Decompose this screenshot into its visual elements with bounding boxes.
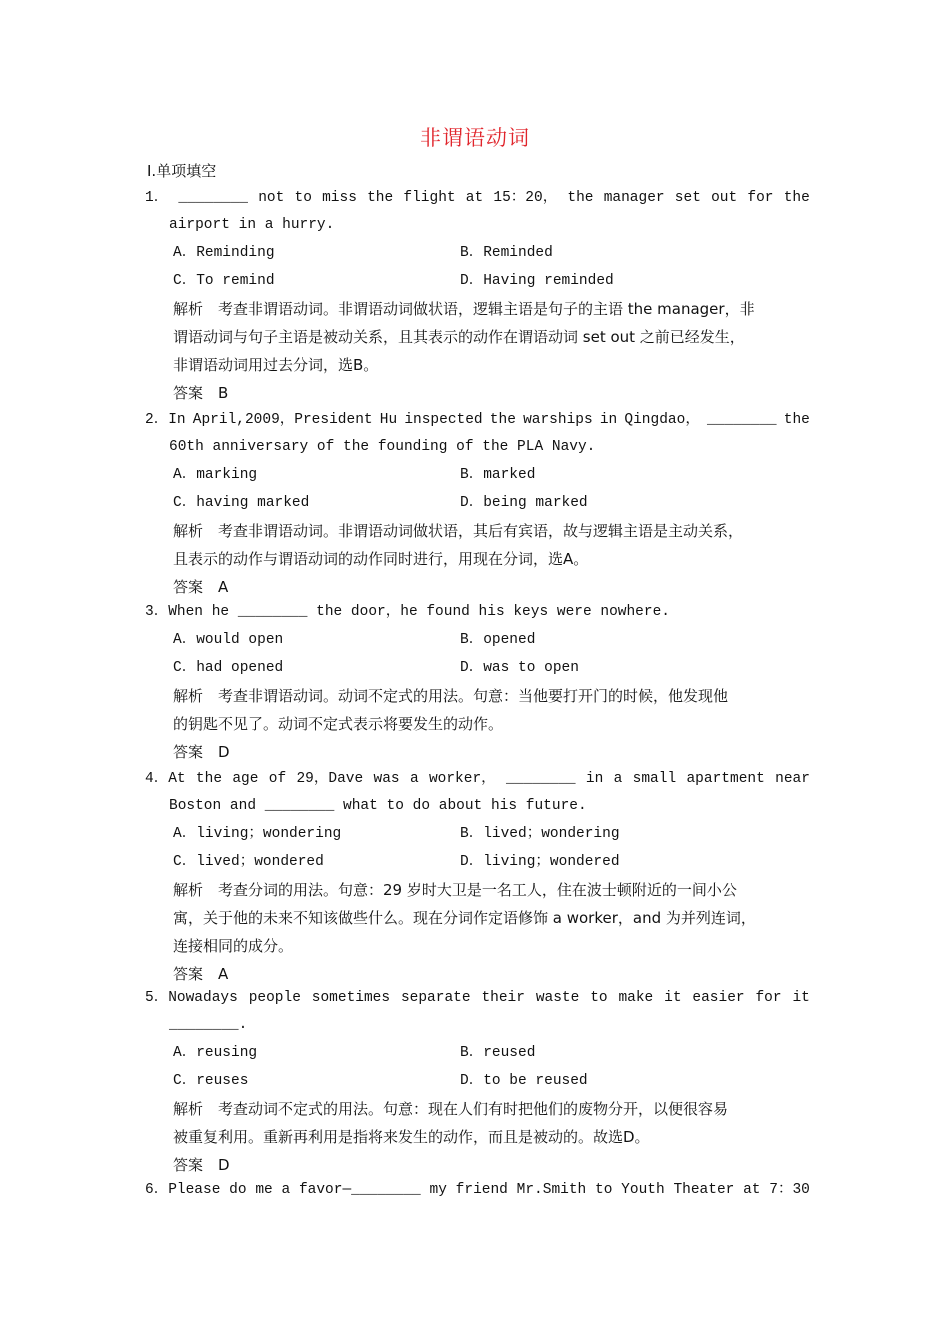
explanation-line: 解析 考查非谓语动词。非谓语动词做状语，逻辑主语是句子的主语 the manager，非 — [173, 300, 755, 318]
stem-word: for — [755, 990, 782, 1006]
explanation-line: 寓，关于他的未来不知该做些什么。现在分词作定语修饰 a worker，and 为并列连词， — [173, 909, 756, 927]
stem-word: flight — [403, 190, 456, 206]
question-stem-line — [145, 407, 810, 434]
stem-word: April,2009，President — [192, 412, 373, 428]
stem-word: it — [792, 990, 810, 1006]
option-b: B．opened — [460, 632, 536, 648]
stem-word: 5．Nowadays — [145, 990, 238, 1006]
question-stem-line: 60th anniversary of the founding of the PLA Navy. — [169, 439, 596, 455]
explanation-line: 非谓语动词用过去分词，选B。 — [173, 356, 379, 374]
stem-word: 29，Dave — [296, 771, 364, 787]
options-row — [145, 489, 810, 517]
stem-word: 2．In — [145, 412, 186, 428]
option-a: A．would open — [173, 632, 284, 648]
option-c: C．having marked — [173, 495, 310, 511]
stem-word: for — [747, 190, 774, 206]
stem-word: Theater — [673, 1182, 735, 1198]
options-row — [145, 820, 810, 848]
stem-word: the — [367, 190, 394, 206]
stem-word: miss — [322, 190, 357, 206]
question-stem-line: airport in a hurry. — [169, 217, 335, 233]
option-a: A．living；wondering — [173, 826, 342, 842]
section-heading: Ⅰ.单项填空 — [147, 162, 217, 180]
option-c: C．had opened — [173, 660, 284, 676]
explanation-line: 谓语动词与句子主语是被动关系，且其表示的动作在谓语动词 set out 之前已经发生， — [173, 328, 745, 346]
stem-word: in — [585, 771, 604, 787]
stem-word: 7：30 — [769, 1182, 810, 1198]
question-4 — [145, 766, 810, 988]
stem-word: to — [595, 1182, 613, 1198]
question-stem-line — [145, 985, 810, 1012]
question-3 — [145, 599, 810, 766]
options-row — [145, 461, 810, 489]
question-stem-line — [145, 185, 810, 212]
answer: 答案 D — [173, 1156, 230, 1174]
stem-word: near — [775, 771, 810, 787]
stem-word: apartment — [686, 771, 765, 787]
option-d: D．Having reminded — [460, 273, 614, 289]
options-row — [145, 239, 810, 267]
stem-word: manager — [603, 190, 665, 206]
option-b: B．Reminded — [460, 245, 553, 261]
stem-word: easier — [692, 990, 745, 1006]
stem-word: a — [613, 771, 623, 787]
option-b: B．reused — [460, 1045, 536, 1061]
option-c: C．To remind — [173, 273, 275, 289]
stem-word: separate — [400, 990, 471, 1006]
stem-word: friend — [455, 1182, 508, 1198]
options-row — [145, 626, 810, 654]
option-b: B．lived；wondering — [460, 826, 620, 842]
stem-word: 6．Please — [145, 1182, 221, 1198]
stem-word: the — [567, 190, 594, 206]
option-b: B．marked — [460, 467, 536, 483]
stem-word: the — [489, 412, 516, 428]
stem-word: 15：20， — [493, 190, 558, 206]
options-row — [145, 267, 810, 295]
stem-word: sometimes — [311, 990, 391, 1006]
stem-word: Hu — [379, 412, 398, 428]
stem-word: at — [743, 1182, 761, 1198]
stem-word: in — [599, 412, 618, 428]
stem-word: at — [465, 190, 484, 206]
options-row — [145, 654, 810, 682]
question-1 — [145, 185, 810, 407]
stem-word: Mr.Smith — [516, 1182, 587, 1198]
stem-word: age — [232, 771, 259, 787]
option-d: D．being marked — [460, 495, 588, 511]
explanation-line: 且表示的动作与谓语动词的动作同时进行，用现在分词，选A。 — [173, 550, 589, 568]
explanation-line: 的钥匙不见了。动词不定式表示将要发生的动作。 — [173, 715, 504, 733]
stem-word: it — [664, 990, 682, 1006]
answer: 答案 D — [173, 743, 230, 761]
stem-word: their — [481, 990, 525, 1006]
explanation-line: 连接相同的成分。 — [173, 937, 294, 955]
explanation-line: 解析 考查动词不定式的用法。句意：现在人们有时把他们的废物分开，以便很容易 — [173, 1100, 729, 1118]
stem-word: Qingdao， — [624, 412, 700, 428]
stem-word: set — [674, 190, 701, 206]
stem-word: favor—________ — [298, 1182, 421, 1198]
stem-word: warships — [523, 412, 593, 428]
stem-word: of — [268, 771, 287, 787]
explanation-line: 解析 考查非谓语动词。动词不定式的用法。句意：当他要打开门的时候，他发现他 — [173, 687, 729, 705]
question-5 — [145, 985, 810, 1179]
question-stem-line — [145, 766, 810, 793]
page-title: 非谓语动词 — [420, 126, 530, 150]
stem-word: out — [711, 190, 738, 206]
stem-word: 1． — [145, 190, 169, 206]
answer: 答案 B — [173, 384, 229, 402]
stem-word: worker， — [428, 771, 496, 787]
options-row — [145, 848, 810, 876]
option-c: C．reuses — [173, 1073, 249, 1089]
stem-word: my — [429, 1182, 447, 1198]
stem-word: the — [783, 412, 810, 428]
stem-word: do — [229, 1182, 247, 1198]
question-stem-line: ________. — [169, 1017, 248, 1033]
answer: 答案 A — [173, 578, 229, 596]
options-row — [145, 1067, 810, 1095]
option-a: A．marking — [173, 467, 258, 483]
options-row — [145, 1039, 810, 1067]
stem-word: Youth — [621, 1182, 665, 1198]
stem-word: to — [294, 190, 312, 206]
stem-word: not — [258, 190, 285, 206]
question-stem-line: 3．When he ________ the door，he found his keys were nowhere. — [145, 604, 670, 620]
stem-word: the — [783, 190, 810, 206]
stem-word: small — [632, 771, 677, 787]
question-6 — [145, 1177, 810, 1204]
explanation-line: 解析 考查非谓语动词。非谓语动词做状语，其后有宾语，故与逻辑主语是主动关系， — [173, 522, 744, 540]
stem-word: inspected — [404, 412, 483, 428]
stem-word: ________ — [706, 412, 777, 428]
stem-word: a — [409, 771, 419, 787]
answer: 答案 A — [173, 965, 229, 983]
stem-word: to — [590, 990, 608, 1006]
option-c: C．lived；wondered — [173, 854, 324, 870]
stem-word: people — [248, 990, 301, 1006]
stem-word: 4．At — [145, 771, 186, 787]
question-stem-line — [145, 1177, 810, 1204]
stem-word: the — [195, 771, 223, 787]
explanation-line: 解析 考查分词的用法。句意：29 岁时大卫是一名工人，住在波士顿附近的一间小公 — [173, 881, 737, 899]
question-stem-line: Boston and ________ what to do about his future. — [169, 798, 587, 814]
stem-word: me — [255, 1182, 273, 1198]
option-d: D．to be reused — [460, 1073, 588, 1089]
option-d: D．was to open — [460, 660, 579, 676]
option-a: A．reusing — [173, 1045, 258, 1061]
option-d: D．living；wondered — [460, 854, 620, 870]
stem-word: was — [373, 771, 400, 787]
stem-word: a — [281, 1182, 291, 1198]
stem-word: ________ — [505, 771, 576, 787]
option-a: A．Reminding — [173, 245, 275, 261]
stem-word: waste — [535, 990, 580, 1006]
explanation-line: 被重复利用。重新再利用是指将来发生的动作，而且是被动的。故选D。 — [173, 1128, 650, 1146]
stem-word: make — [618, 990, 654, 1006]
stem-word: ________ — [178, 190, 249, 206]
question-2 — [145, 407, 810, 601]
